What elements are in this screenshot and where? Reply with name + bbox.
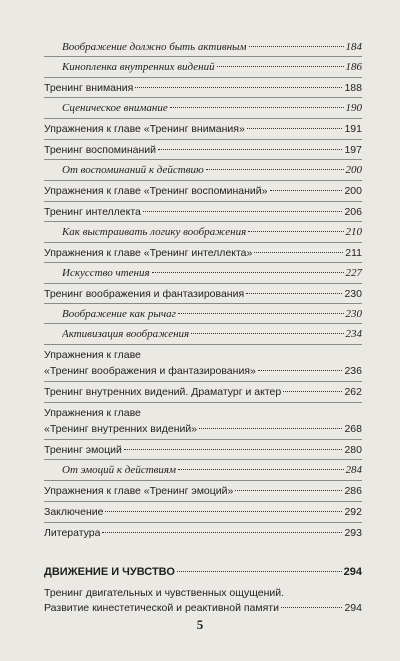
dot-leader [191,333,343,334]
toc-entry [44,102,362,115]
toc-entry-title: Воображение должно быть активным [62,41,247,53]
toc-entry-title-line: Упражнения к главе [44,407,141,419]
dot-leader [217,66,344,67]
toc-entry-page: 286 [344,485,362,497]
dot-leader [177,571,342,572]
dot-leader [124,449,343,450]
toc-entry-title: Упражнения к главе «Тренинг интеллекта» [44,247,253,259]
toc-entry [44,226,362,239]
toc-entry-page: 206 [344,206,362,218]
toc-entry [44,386,362,399]
toc-section-heading [44,566,362,579]
toc-entry [44,144,362,157]
divider [44,344,362,345]
divider [44,77,362,78]
divider [44,97,362,98]
page-number: 5 [196,617,204,632]
toc-entry [44,267,362,280]
toc-entry [44,82,362,95]
toc-entry [44,485,362,498]
dot-leader [235,490,342,491]
dot-leader [258,370,343,371]
dot-leader [247,128,343,129]
toc-entry-page: 190 [345,102,362,114]
toc-entry-title: Тренинг внимания [44,82,134,94]
dot-leader [283,391,342,392]
toc-entry-title: «Тренинг воображения и фантазирования» [44,365,256,377]
toc-entry-page: 210 [345,226,362,238]
divider [44,283,362,284]
toc-entry [44,206,362,219]
divider [44,221,362,222]
toc-entry-page: 200 [345,164,362,176]
dot-leader [178,313,344,314]
toc-entry-title: Заключение [44,506,104,518]
dot-leader [105,511,342,512]
toc-entry-title: Воображение как рычаг [62,308,176,320]
toc-entry [44,464,362,477]
toc-entry-title: «Тренинг внутренних видений» [44,423,198,435]
toc-entry-page: 234 [345,328,362,340]
toc-entry-title: От воспоминаний к действию [62,164,204,176]
toc-entry-title: Литература [44,527,101,539]
dot-leader [246,293,342,294]
toc-entry [44,288,362,301]
dot-leader [206,169,344,170]
toc-entry-title: Упражнения к главе «Тренинг воспоминаний» [44,185,268,197]
divider [44,439,362,440]
divider [44,56,362,57]
toc-entry-title: Упражнения к главе «Тренинг эмоций» [44,485,234,497]
toc-entry [44,123,362,136]
toc-entry-page: 230 [345,308,362,320]
dot-leader [249,46,344,47]
dot-leader [158,149,342,150]
divider [44,242,362,243]
divider [44,262,362,263]
dot-leader [178,469,343,470]
divider [44,522,362,523]
toc-entry-title: Тренинг внутренних видений. Драматург и актер [44,386,282,398]
toc-entry-title: Активизация воображения [62,328,190,340]
divider [44,180,362,181]
toc-entry-page: 280 [344,444,362,456]
toc-entry-title: Тренинг воспоминаний [44,144,157,156]
dot-leader [270,190,343,191]
toc-entry [44,308,362,321]
dot-leader [199,428,342,429]
toc-entry-title: Искусство чтения [62,267,150,279]
toc-entry-page: 293 [344,527,362,539]
toc-entry-page: 294 [344,602,362,614]
toc-entry-title: Кинопленка внутренних видений [62,61,215,73]
toc-entry-title: Тренинг интеллекта [44,206,141,218]
toc-entry-title: Развитие кинестетической и реактивной памяти [44,602,279,614]
divider [44,201,362,202]
toc-entry-title: От эмоций к действиям [62,464,177,476]
divider [44,480,362,481]
dot-leader [143,211,343,212]
toc-entry-title: Тренинг эмоций [44,444,122,456]
dot-leader [248,231,343,232]
toc-entry-page: 284 [345,464,362,476]
toc-entry [44,444,362,457]
toc-entry [44,602,362,615]
dot-leader [102,532,342,533]
divider [44,501,362,502]
dot-leader [135,87,342,88]
dot-leader [152,272,344,273]
divider [44,159,362,160]
toc-entry [44,164,362,177]
toc-entry [44,527,362,540]
toc-entry-page: 184 [345,41,362,53]
toc-entry-page: 230 [344,288,362,300]
toc-entry [44,423,362,436]
dot-leader [170,107,344,108]
dot-leader [254,252,343,253]
toc-entry [44,41,362,54]
toc-entry-title: Тренинг воображения и фантазирования [44,288,245,300]
divider [44,402,362,403]
toc-entry-page: 211 [345,247,362,259]
toc-entry-title: ДВИЖЕНИЕ И ЧУВСТВО [44,566,175,578]
toc-entry-page: 262 [344,386,362,398]
toc-entry [44,185,362,198]
toc-entry [44,328,362,341]
toc-entry-page: 268 [344,423,362,435]
toc-entry-title-line: Упражнения к главе [44,349,141,361]
divider [44,323,362,324]
toc-entry-page: 292 [344,506,362,518]
toc-entry-title: Упражнения к главе «Тренинг внимания» [44,123,245,135]
dot-leader [281,607,343,608]
toc-entry-page: 188 [344,82,362,94]
toc-entry-title: Как выстраивать логику воображения [62,226,247,238]
divider [44,139,362,140]
divider [44,118,362,119]
toc-entry-title-line: Тренинг двигательных и чувственных ощущений. [44,587,285,599]
toc-entry [44,247,362,260]
toc-entry-page: 227 [345,267,362,279]
divider [44,381,362,382]
toc-entry [44,61,362,74]
toc-entry [44,506,362,519]
toc-entry-page: 197 [344,144,362,156]
toc-entry [44,365,362,378]
divider [44,459,362,460]
divider [44,303,362,304]
toc-entry-page: 186 [345,61,362,73]
toc-entry-page: 191 [344,123,362,135]
table-of-contents [44,40,362,615]
toc-entry-title: Сценическое внимание [62,102,168,114]
toc-entry-page: 200 [344,185,362,197]
toc-entry-page: 294 [343,566,362,578]
toc-entry-page: 236 [344,365,362,377]
